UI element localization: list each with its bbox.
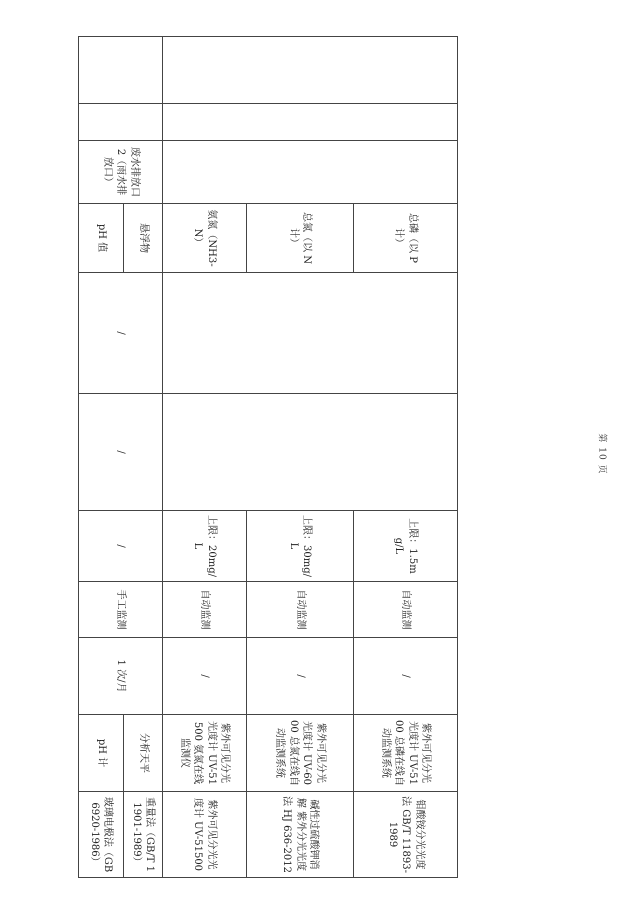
instrument-cell: 紫外可见分光光度计 UV-51500 氨氮在线监测仪: [163, 715, 247, 792]
outlet-cell: 废水排放口 2（雨水排放口）: [79, 141, 163, 204]
blank-cell-e: [163, 104, 458, 141]
table-row: [354, 37, 458, 878]
pollutant-cell: 悬浮物: [124, 204, 163, 273]
page-number: 第 10 页: [596, 433, 607, 475]
method-cell: 玻璃电极法（GB 6920-1986）: [79, 792, 124, 878]
limit-cell: 上限：1.5mg/L: [354, 511, 458, 582]
monitoring-table: [78, 36, 458, 878]
limit-cell: 上限：30mg/L: [247, 511, 354, 582]
slash-cell-h: /: [79, 394, 163, 511]
method-cell: 钼酸铵分光光度法 GB/T 11893-1989: [354, 792, 458, 878]
mode-cell: 自动监测: [163, 582, 247, 638]
blank-cell-h: [163, 394, 458, 511]
mode-cell: 手工监测: [79, 582, 163, 638]
table-row: [124, 37, 163, 878]
frequency-cell: /: [354, 638, 458, 715]
blank-cell-f: [79, 37, 163, 104]
pollutant-cell: 总氮（以 N 计）: [247, 204, 354, 273]
blank-cell-e: [79, 104, 163, 141]
mode-cell: 自动监测: [354, 582, 458, 638]
pollutant-cell: pH 值: [79, 204, 124, 273]
pollutant-cell: 总磷（以 P 计）: [354, 204, 458, 273]
method-cell: 碱性过硫酸钾消解 紫外分光光度法 HJ 636-2012: [247, 792, 354, 878]
instrument-cell: 分析天平: [124, 715, 163, 792]
method-cell: 紫外可见分光光度计 UV-51500: [163, 792, 247, 878]
blank-cell-i: [163, 273, 458, 394]
instrument-cell: 紫外可见分光光度计 UV-6000 总氮在线自动监测系统: [247, 715, 354, 792]
pollutant-cell: 氨氮（NH3-N）: [163, 204, 247, 273]
instrument-cell: pH 计: [79, 715, 124, 792]
frequency-cell: /: [163, 638, 247, 715]
limit-cell: 上限：20mg/L: [163, 511, 247, 582]
slash-cell-i: /: [79, 273, 163, 394]
monitoring-table-wrapper: [79, 36, 458, 874]
method-cell: 重量法（GB/T 11901-1989）: [124, 792, 163, 878]
frequency-cell: 1 次/月: [79, 638, 163, 715]
instrument-cell: 紫外可见分光光度计 UV-5100 总磷在线自动监测系统: [354, 715, 458, 792]
blank-cell-f: [163, 37, 458, 104]
mode-cell: 自动监测: [247, 582, 354, 638]
blank-cell-d: [163, 141, 458, 204]
frequency-cell: /: [247, 638, 354, 715]
limit-cell: /: [79, 511, 163, 582]
